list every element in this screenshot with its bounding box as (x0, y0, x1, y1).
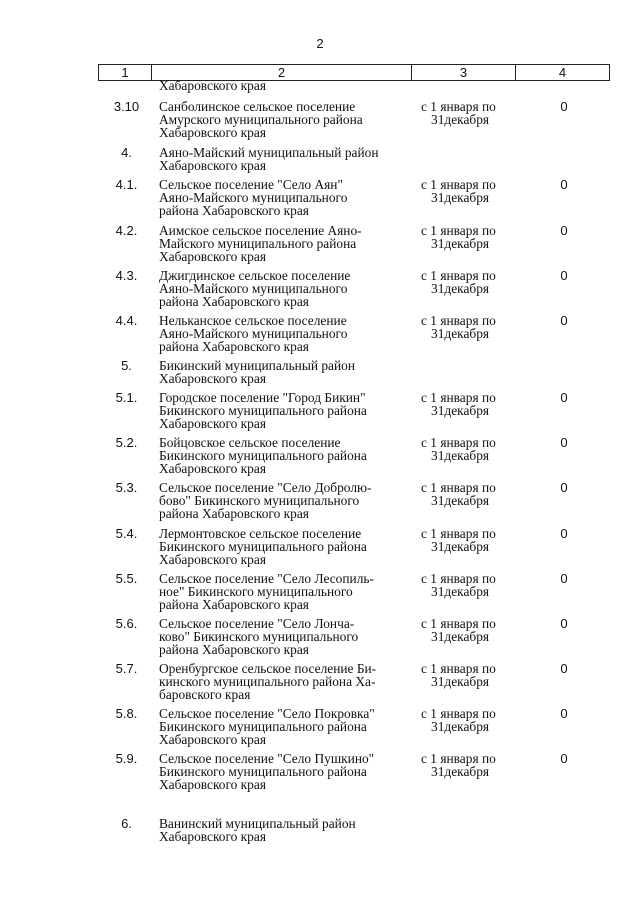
period-start: с 1 января по (421, 99, 496, 114)
period-start: с 1 января по (421, 571, 496, 586)
row-name: Сельское поселение "Село Лонча- ково" Бикинского муниципального района Хабаровского края (159, 616, 359, 657)
period-start: с 1 января по (421, 223, 496, 238)
period-end: 31декабря (431, 674, 490, 689)
row-period (421, 662, 521, 688)
column-header-2: 2 (152, 65, 412, 80)
period-end: 31декабря (431, 236, 490, 251)
table-row (98, 390, 610, 440)
period-start: с 1 января по (421, 480, 496, 495)
row-value: 0 (560, 177, 568, 192)
table-row (98, 616, 610, 666)
table-row (98, 751, 610, 801)
row-period (421, 224, 521, 250)
table-row (98, 435, 610, 485)
period-end: 31декабря (431, 539, 490, 554)
row-name: Аимское сельское поселение Аяно- Майского муниципального района Хабаровского края (159, 223, 362, 264)
table-row (98, 99, 610, 149)
row-name: Бойцовское сельское поселение Бикинского муниципального района Хабаровского края (159, 435, 367, 476)
row-number: 5.8. (115, 706, 138, 721)
row-name: Нельканское сельское поселение Аяно-Майского муниципального района Хабаровского края (159, 313, 348, 354)
period-end: 31декабря (431, 281, 490, 296)
row-number: 4.1. (115, 177, 138, 192)
row-number: 5.5. (115, 571, 138, 586)
row-period (421, 617, 521, 643)
period-start: с 1 января по (421, 526, 496, 541)
period-end: 31декабря (431, 448, 490, 463)
row-name: Джигдинское сельское поселение Аяно-Майского муниципального района Хабаровского края (159, 268, 351, 309)
table-row (98, 661, 610, 711)
table-row (98, 177, 610, 227)
period-start: с 1 января по (421, 268, 496, 283)
carry-over-text: Хабаровского края (159, 78, 266, 93)
table-row (98, 816, 610, 866)
row-name: Лермонтовское сельское поселение Бикинского муниципального района Хабаровского края (159, 526, 367, 567)
row-value: 0 (560, 480, 568, 495)
row-period (421, 269, 521, 295)
row-number: 4. (121, 145, 132, 160)
row-name: Городское поселение "Город Бикин" Бикинского муниципального района Хабаровского края (159, 390, 367, 431)
period-start: с 1 января по (421, 435, 496, 450)
period-start: с 1 января по (421, 661, 496, 676)
row-number: 5.6. (115, 616, 138, 631)
row-name: Сельское поселение "Село Аян" Аяно-Майского муниципального района Хабаровского края (159, 177, 348, 218)
row-period (421, 572, 521, 598)
row-name: Сельское поселение "Село Добролю- бово" Бикинского муниципального района Хабаровского края (159, 480, 372, 521)
row-period (421, 314, 521, 340)
row-value: 0 (560, 268, 568, 283)
row-value: 0 (560, 313, 568, 328)
period-end: 31декабря (431, 326, 490, 341)
row-number: 5. (121, 358, 132, 373)
period-start: с 1 января по (421, 751, 496, 766)
row-period (421, 527, 521, 553)
column-header-4: 4 (558, 65, 567, 80)
row-value: 0 (560, 526, 568, 541)
table-row (98, 268, 610, 318)
row-value: 0 (560, 751, 568, 766)
period-end: 31декабря (431, 584, 490, 599)
period-end: 31декабря (431, 493, 490, 508)
table-row (98, 480, 610, 530)
period-end: 31декабря (431, 629, 490, 644)
row-name: Бикинский муниципальный район Хабаровского края (159, 358, 356, 386)
column-header-3: 3 (412, 65, 516, 80)
period-end: 31декабря (431, 403, 490, 418)
row-number: 5.1. (115, 390, 138, 405)
row-period (421, 752, 521, 778)
row-period (421, 707, 521, 733)
row-number: 5.2. (115, 435, 138, 450)
row-name: Сельское поселение "Село Покровка" Бикинского муниципального района Хабаровского края (159, 706, 375, 747)
row-period (421, 436, 521, 462)
row-name: Сельское поселение "Село Лесопиль- ное" Бикинского муниципального района Хабаровского края (159, 571, 374, 612)
row-value: 0 (560, 616, 568, 631)
period-start: с 1 января по (421, 616, 496, 631)
table-row (98, 706, 610, 756)
table-row (98, 313, 610, 363)
table-row (98, 571, 610, 621)
row-number: 3.10 (113, 99, 140, 114)
row-number: 5.9. (115, 751, 138, 766)
column-header-1: 1 (99, 65, 152, 80)
row-value: 0 (560, 390, 568, 405)
period-start: с 1 января по (421, 313, 496, 328)
row-name: Санболинское сельское поселение Амурского муниципального района Хабаровского края (159, 99, 363, 140)
row-value: 0 (560, 706, 568, 721)
table-row (98, 526, 610, 576)
table-row (98, 223, 610, 273)
row-period (421, 391, 521, 417)
row-name: Ванинский муниципальный район Хабаровского края (159, 816, 356, 844)
period-start: с 1 января по (421, 390, 496, 405)
row-name: Сельское поселение "Село Пушкино" Бикинского муниципального района Хабаровского края (159, 751, 375, 792)
row-period (421, 178, 521, 204)
page-number: 2 (316, 36, 324, 51)
period-end: 31декабря (431, 190, 490, 205)
row-number: 4.4. (115, 313, 138, 328)
row-number: 6. (121, 816, 132, 831)
row-name: Аяно-Майский муниципальный район Хабаровского края (159, 145, 379, 173)
row-name: Оренбургское сельское поселение Би- кинского муниципального района Ха- баровского края (159, 661, 377, 702)
row-number: 4.3. (115, 268, 138, 283)
row-number: 5.4. (115, 526, 138, 541)
period-end: 31декабря (431, 764, 490, 779)
row-number: 4.2. (115, 223, 138, 238)
period-start: с 1 января по (421, 706, 496, 721)
row-value: 0 (560, 435, 568, 450)
row-value: 0 (560, 223, 568, 238)
period-start: с 1 января по (421, 177, 496, 192)
period-end: 31декабря (431, 112, 490, 127)
row-period (421, 100, 521, 126)
period-end: 31декабря (431, 719, 490, 734)
row-value: 0 (560, 99, 568, 114)
row-number: 5.7. (115, 661, 138, 676)
row-value: 0 (560, 661, 568, 676)
row-value: 0 (560, 571, 568, 586)
row-period (421, 481, 521, 507)
row-number: 5.3. (115, 480, 138, 495)
